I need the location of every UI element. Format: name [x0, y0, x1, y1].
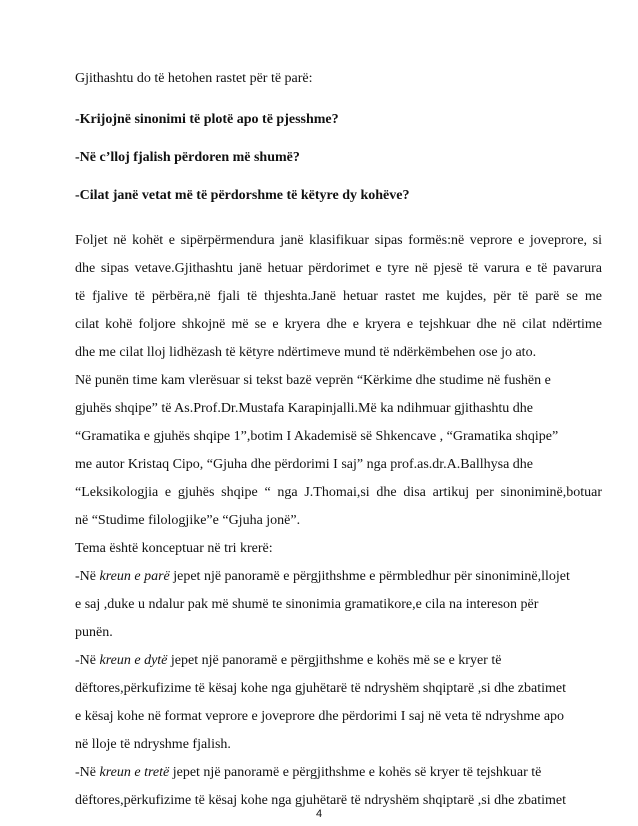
intro-line: Gjithashtu do të hetohen rastet për të parë: [75, 71, 313, 86]
body-line: gjuhës shqipe” të As.Prof.Dr.Mustafa Karapinjalli.Më ka ndihmuar gjithashtu dhe [75, 401, 534, 416]
chapter2-rest: jepet një panoramë e përgjithshme e kohës më se e kryer të [167, 653, 502, 668]
body-line: të fjalive të përbëra,në fjali të thjeshta.Janë hetuar rastet me kujdes, për të parë se me [75, 289, 602, 304]
body-line: Tema është konceptuar në tri krerë: [75, 541, 273, 556]
chapter3-rest: jepet një panoramë e përgjithshme e kohës së kryer të tejshkuar të [169, 765, 542, 780]
chapter3-line2: dëftores,përkufizime të kësaj kohe nga gjuhëtarë të ndryshëm shqiptarë ,si dhe zbatimet [75, 793, 566, 808]
chapter2-line4: në lloje të ndryshme fjalish. [75, 737, 231, 752]
body-line: cilat kohë foljore shkojnë më se e kryera dhe e kryera e tejshkuar dhe në cilat ndërtime [75, 317, 602, 332]
body-line: “Leksikologjia e gjuhës shqipe “ nga J.Thomai,si dhe disa artikuj per sinoniminë,botuar [75, 485, 602, 500]
body-line: Në punën time kam vlerësuar si tekst bazë veprën “Kërkime dhe studime në fushën e [75, 373, 551, 388]
body-line: në “Studime filologjike”e “Gjuha jonë”. [75, 513, 301, 528]
chapter1-line [75, 568, 602, 586]
body-line: “Gramatika e gjuhës shqipe 1”,botim I Akademisë së Shkencave , “Gramatika shqipe” [75, 429, 559, 444]
page-number: 4 [315, 808, 323, 820]
question-2: -Në c’lloj fjalish përdoren më shumë? [75, 150, 300, 165]
question-3: -Cilat janë vetat më të përdorshme të këtyre dy kohëve? [75, 188, 410, 203]
question-1: -Krijojnë sinonimi të plotë apo të pjesshme? [75, 112, 339, 127]
chapter1-rest: jepet një panoramë e përgjithshme e përmbledhur për sinoniminë,llojet [169, 569, 570, 584]
chapter3-prefix: -Në [75, 765, 100, 780]
chapter1-line3: punën. [75, 625, 113, 640]
chapter2-prefix: -Në [75, 653, 100, 668]
chapter2-line3: e kësaj kohe në format veprore e joveprore dhe përdorimi I saj në veta të ndryshme apo [75, 709, 565, 724]
chapter1-italic: kreun e parë [99, 569, 170, 584]
body-line: dhe me cilat lloj lidhëzash të këtyre ndërtimeve mund të ndërkëmbehen ose jo ato. [75, 345, 537, 360]
chapter3-italic: kreun e tretë [99, 765, 170, 780]
chapter1-prefix: -Në [75, 569, 100, 584]
chapter1-line2: e saj ,duke u ndalur pak më shumë te sinonimia gramatikore,e cila na intereson për [75, 597, 539, 612]
body-line: Foljet në kohët e sipërpërmendura janë klasifikuar sipas formës:në veprore e joveprore, si [75, 233, 602, 248]
chapter2-line2: dëftores,përkufizime të kësaj kohe nga gjuhëtarë të ndryshëm shqiptarë ,si dhe zbatimet [75, 681, 566, 696]
chapter2-line [75, 652, 602, 670]
chapter2-italic: kreun e dytë [99, 653, 168, 668]
chapter3-line [75, 764, 602, 782]
body-line: dhe sipas vetave.Gjithashtu janë hetuar përdorimet e tyre në pjesë të varura e të pavarura [75, 261, 602, 276]
body-line: me autor Kristaq Cipo, “Gjuha dhe përdorimi I saj” nga prof.as.dr.A.Ballhysa dhe [75, 457, 533, 472]
